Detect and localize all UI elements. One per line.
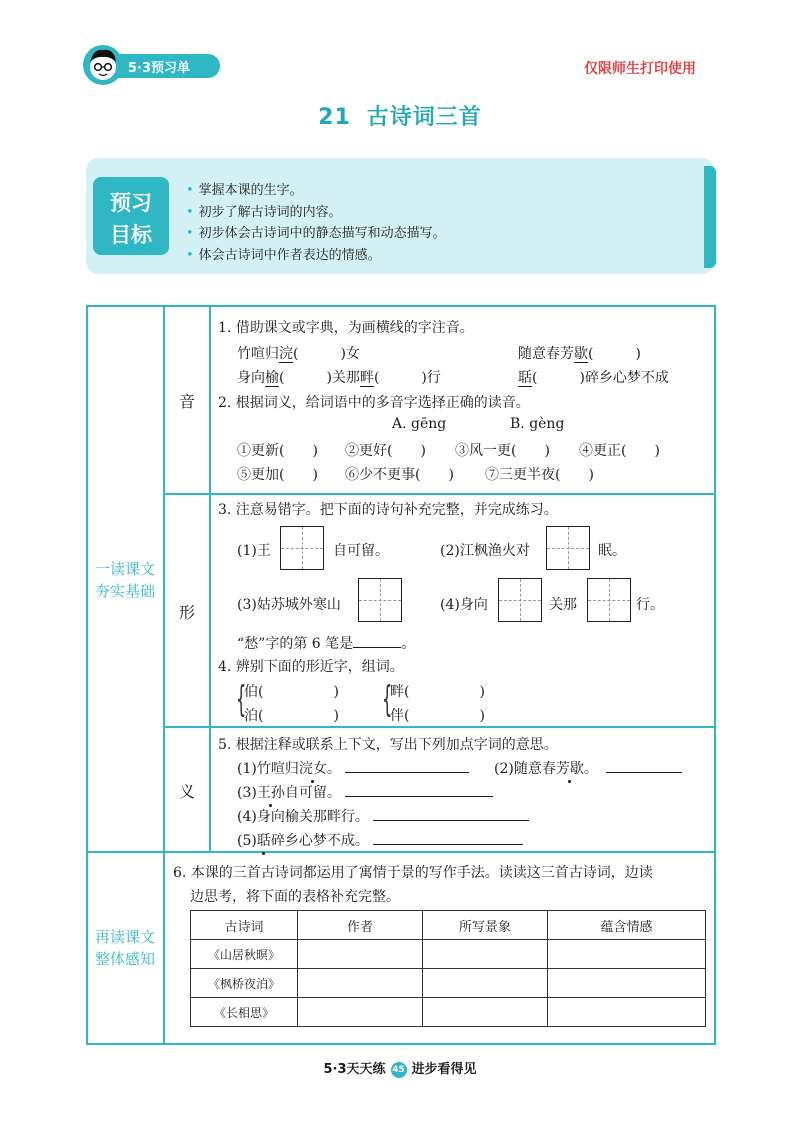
- lesson-title: [0, 100, 800, 131]
- goal-item: • 初步体会古诗词中的静态描写和动态描写。: [186, 223, 446, 245]
- table-header: 所写景象: [423, 911, 548, 940]
- table-row: [191, 998, 706, 1027]
- sub-label-sound: 音: [178, 392, 195, 411]
- student-avatar-icon: [82, 44, 124, 86]
- footer-brand: 5·3天天练: [323, 1062, 386, 1077]
- q1-target-char: 榆: [265, 370, 279, 386]
- q3-text: 关那: [549, 597, 577, 613]
- page-number: 45: [391, 1062, 407, 1078]
- table-header: 蕴含情感: [548, 911, 706, 940]
- q2-item[interactable]: ⑥少不更事( ): [345, 467, 454, 483]
- q5-dotted-word: 浣女: [299, 758, 327, 778]
- goals-badge-line2: 目标: [110, 223, 152, 247]
- q2-option-a: A. gēng: [392, 416, 447, 432]
- table-row: [191, 969, 706, 998]
- q3-text: (4)身向: [440, 597, 488, 613]
- answer-blank[interactable]: [373, 806, 529, 821]
- poem-title-cell: 《长相思》: [191, 998, 298, 1027]
- q5-dotted-word: 聒: [257, 830, 271, 850]
- q5-dotted-word: 王孙: [257, 782, 285, 802]
- q1-answer-slot[interactable]: ( ): [588, 346, 641, 362]
- q1-item: [237, 343, 360, 363]
- lesson-number: 21: [318, 105, 351, 130]
- answer-blank[interactable]: [353, 633, 401, 648]
- q1-answer-slot[interactable]: ( )关那: [279, 370, 360, 386]
- poem-table: [190, 910, 706, 1027]
- answer-cell[interactable]: [298, 998, 423, 1027]
- q1-item: [518, 343, 641, 363]
- q5-text: 自可留。: [284, 785, 341, 801]
- series-label: 5·3预习单: [128, 61, 191, 76]
- q2-item[interactable]: ③风一更( ): [455, 443, 550, 459]
- goals-list: [186, 180, 446, 266]
- row-divider: [163, 726, 716, 728]
- answer-cell[interactable]: [298, 969, 423, 998]
- q1-prompt: 1. 借助课文或字典，为画横线的字注音。: [218, 320, 474, 336]
- table-header-row: [191, 911, 706, 940]
- q5-item: [237, 806, 529, 826]
- q6-prompt-line1: 6. 本课的三首古诗词都运用了寓情于景的写作手法。读读这三首古诗词，边读: [173, 865, 653, 881]
- answer-blank[interactable]: [606, 758, 682, 773]
- q1-item: [518, 367, 669, 387]
- poem-title-cell: 《枫桥夜泊》: [191, 969, 298, 998]
- q6-prompt-line2: 边思考，将下面的表格补充完整。: [190, 889, 400, 905]
- q2-item[interactable]: ①更新( ): [237, 443, 318, 459]
- page-footer: [0, 1058, 800, 1078]
- q1-answer-slot[interactable]: ( )碎乡心梦不成: [532, 370, 669, 386]
- table-sub-divider: [209, 305, 211, 852]
- q2-option-b: B. gèng: [510, 416, 565, 432]
- answer-cell[interactable]: [298, 940, 423, 969]
- print-notice: 仅限师生打印使用: [584, 61, 696, 77]
- q5-text: (3): [237, 785, 257, 801]
- q3-stroke-text: “愁”字的第 6 笔是: [237, 636, 354, 652]
- brace-symbol: {: [382, 679, 393, 720]
- answer-cell[interactable]: [548, 969, 706, 998]
- goal-item: • 掌握本课的生字。: [186, 180, 446, 202]
- q3-text: 自可留。: [333, 543, 389, 559]
- q1-target-char: 浣: [279, 346, 293, 362]
- poem-title-cell: 《山居秋暝》: [191, 940, 298, 969]
- q5-text: (5): [237, 833, 257, 849]
- q3-stroke-end: 。: [401, 636, 416, 652]
- q3-text: (1)王: [237, 543, 271, 559]
- q5-item: [237, 830, 523, 850]
- q1-text: 竹喧归: [237, 346, 279, 362]
- q1-text: 随意春芳: [518, 346, 574, 362]
- q4-item[interactable]: 泊( ): [244, 708, 339, 724]
- q1-answer-slot[interactable]: ( )女: [293, 346, 360, 362]
- q2-item[interactable]: ②更好( ): [345, 443, 426, 459]
- q5-text: 碎乡心梦不成。: [270, 833, 369, 849]
- goals-badge: [93, 177, 169, 255]
- q2-item[interactable]: ④更正( ): [579, 443, 660, 459]
- table-right-border: [714, 305, 716, 1045]
- lesson-title-text: 古诗词三首: [366, 105, 482, 130]
- q3-text: 眠。: [598, 543, 626, 559]
- section-label-basics: [86, 558, 164, 602]
- answer-cell[interactable]: [423, 998, 548, 1027]
- writing-box[interactable]: [280, 526, 324, 570]
- q5-item: [494, 758, 682, 778]
- row-divider: [86, 851, 716, 853]
- q1-target-char: 歇: [574, 346, 588, 362]
- answer-cell[interactable]: [423, 940, 548, 969]
- table-bottom-border: [86, 1043, 716, 1045]
- section-label-overview: [86, 926, 164, 970]
- q1-target-char: 聒: [518, 370, 532, 386]
- goal-item: • 体会古诗词中作者表达的情感。: [186, 245, 446, 267]
- section-label-line: 一读课文: [94, 560, 155, 578]
- q5-text: (4)身向榆关那畔行。: [237, 809, 369, 825]
- q5-text: (1)竹喧归: [237, 761, 299, 777]
- writing-box[interactable]: [498, 578, 542, 622]
- goals-badge-line1: 预习: [110, 191, 152, 215]
- q3-text: 行。: [636, 597, 664, 613]
- q5-text: 。: [583, 761, 598, 777]
- answer-blank[interactable]: [373, 830, 523, 845]
- q4-item[interactable]: 伯( ): [244, 684, 339, 700]
- answer-cell[interactable]: [548, 998, 706, 1027]
- q5-prompt: 5. 根据注释或联系上下文，写出下列加点字词的意思。: [218, 737, 558, 753]
- sub-label-meaning: 义: [178, 782, 195, 801]
- q1-item: [237, 367, 441, 387]
- goals-box-edge: [704, 166, 716, 268]
- table-header: 古诗词: [191, 911, 298, 940]
- q3-prompt: 3. 注意易错字。把下面的诗句补充完整，并完成练习。: [218, 502, 558, 518]
- brace-symbol: {: [236, 679, 247, 720]
- q5-item: [237, 782, 493, 802]
- q2-prompt: 2. 根据词义，给词语中的多音字选择正确的读音。: [218, 395, 530, 411]
- q3-stroke-question: [237, 633, 415, 653]
- sub-label-shape: 形: [178, 603, 195, 622]
- q1-answer-slot[interactable]: ( )行: [373, 370, 441, 386]
- section-label-line: 整体感知: [94, 950, 155, 968]
- table-header: 作者: [298, 911, 423, 940]
- writing-box[interactable]: [546, 526, 590, 570]
- footer-slogan: 进步看得见: [411, 1062, 477, 1077]
- section-label-line: 再读课文: [94, 928, 155, 946]
- row-divider: [163, 493, 716, 495]
- q3-text: (2)江枫渔火对: [440, 543, 530, 559]
- writing-box[interactable]: [587, 578, 631, 622]
- section-label-line: 夯实基础: [94, 582, 155, 600]
- q2-item[interactable]: ⑤更加( ): [237, 467, 318, 483]
- q5-text: 。: [326, 761, 341, 777]
- answer-blank[interactable]: [345, 782, 493, 797]
- q5-item: [237, 758, 469, 778]
- q4-item[interactable]: 伴( ): [390, 708, 485, 724]
- q3-text: (3)姑苏城外寒山: [237, 597, 341, 613]
- answer-cell[interactable]: [548, 940, 706, 969]
- q1-text: 身向: [237, 370, 265, 386]
- q4-prompt: 4. 辨别下面的形近字，组词。: [218, 659, 404, 675]
- table-row: [191, 940, 706, 969]
- q5-dotted-word: 芳歇: [556, 758, 584, 778]
- answer-blank[interactable]: [345, 758, 469, 773]
- q4-item[interactable]: 畔( ): [390, 684, 485, 700]
- answer-cell[interactable]: [423, 969, 548, 998]
- q5-text: (2)随意春: [494, 761, 556, 777]
- table-top-border: [86, 305, 716, 307]
- q2-item[interactable]: ⑦三更半夜( ): [485, 467, 594, 483]
- q1-target-char: 畔: [359, 370, 374, 386]
- goal-item: • 初步了解古诗词的内容。: [186, 202, 446, 224]
- writing-box[interactable]: [358, 578, 402, 622]
